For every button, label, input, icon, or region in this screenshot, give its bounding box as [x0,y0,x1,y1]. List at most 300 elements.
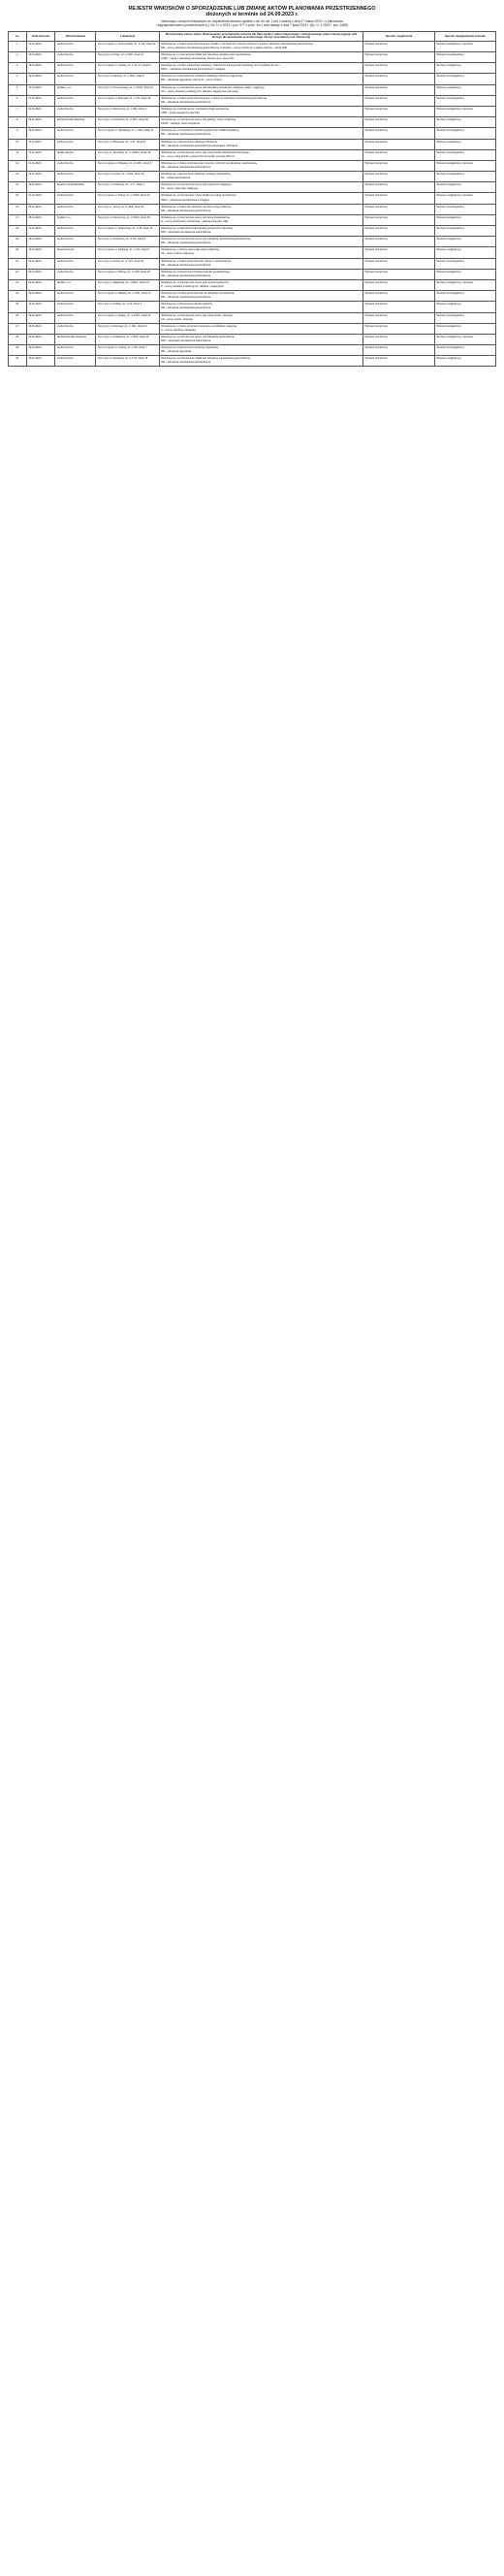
table-row [9,139,496,149]
description-line: Wnioskuje się o dopuszczenie zabudowy bliźniaczej. [161,140,218,144]
cell-date: 29.12.2023 r. [26,269,54,279]
table-row [9,323,496,334]
table-row [9,193,496,204]
description-line: MN – zabudowa mieszkaniowa jednorodzinna. [161,242,211,245]
cell-description [159,193,362,204]
table-row [9,128,496,139]
description-line: MN – zabudowa mieszkaniowa jednorodzinna. [161,263,211,267]
table-row [9,117,496,128]
cell-date: 14.11.2023 r. [26,139,54,149]
cell-description [159,258,362,269]
cell-how: Wniosek nieuwzględniony [434,204,495,214]
table-row [9,291,496,302]
table-row [9,269,496,279]
cell-lp: 30. [9,356,27,367]
cell-how: Wniosek uwzględniony [434,247,495,258]
cell-description [159,139,362,149]
cell-date: 21.11.2023 r. [26,160,54,171]
cell-how: Wniosek uwzględniony częściowo [434,193,495,204]
cell-result: Wniosek rozpatrzony [363,84,435,95]
cell-lp: 1. [9,41,27,51]
cell-date: 09.01.2024 r. [26,291,54,302]
cell-description [159,74,362,84]
cell-description [159,182,362,193]
column-header-applicant: Wnioskodawca [55,32,96,42]
description-line: MN – zabudowa mieszkaniowa jednorodzinna wolnostojąca i bliźniacza. [161,144,238,147]
table-row [9,41,496,51]
cell-how: Wniosek uwzględniony [434,302,495,312]
cell-location: Teren przy ul. Mostowej, dz. nr 44/1, obręb 10 [96,323,159,334]
cell-applicant: Spółdzielnia Mieszkaniowa [55,334,96,344]
column-header-how: Sposób uwzględnienia wniosku [434,32,495,42]
info-line: i zagospodarowaniu przestrzennym (t.j. Dz. U. z 2023 r. poz. 977 z późn. zm.) oraz ustawy z dnia 7 lipca 2023 r. (Dz. U. z 2023 r. poz. 1688) [156,23,348,27]
cell-description [159,345,362,356]
description-line: Wnioskuje się o podział terenu i wydzielenie drogi wewnętrznej. [161,107,230,111]
cell-how: Wniosek uwzględniony [434,237,495,247]
cell-result: Wniosek rozpatrzony [363,172,435,182]
description-line: Wnioskuje się o wprowadzenie możliwości lokalizacji zabudowy zagrodowej. [161,75,243,79]
info-line: Informacja o danych niezbędnych do rozpatrzenia wniosku zgodnie z art. 8c ust. 1 pkt 2 ustawy z dnia 27 marca 2003 r. o planowaniu [160,19,344,23]
cell-date: 24.11.2023 r. [26,172,54,182]
table-row [9,226,496,237]
cell-applicant: Parafia rzymskokatolicka [55,182,96,193]
cell-applicant: osoba fizyczna [55,291,96,302]
cell-how: Wniosek uwzględniony częściowo [434,106,495,116]
cell-location: Teren przy ul. Składowej, dz. nr 600/1, obręb 37 [96,279,159,290]
cell-result: Wniosek rozpatrzony [363,52,435,63]
cell-lp: 21. [9,258,27,269]
cell-result: Wniosek rozpatrzony [363,226,435,237]
cell-description [159,52,362,63]
cell-lp: 23. [9,279,27,290]
cell-date: 20.10.2023 r. [26,74,54,84]
cell-lp: 14. [9,182,27,193]
cell-applicant: osoba fizyczna [55,345,96,356]
cell-how: Wniosek nieuwzględniony [434,128,495,139]
cell-description [159,247,362,258]
cell-applicant: osoba fizyczna [55,302,96,312]
cell-description [159,291,362,302]
cell-how: Wniosek uwzględniony [434,182,495,193]
register-table [8,31,496,367]
description-line: MN – zabudowa mieszkaniowa jednorodzinna. [161,296,211,300]
cell-result: Wniosek rozpatrzony [363,204,435,214]
table-row [9,356,496,367]
description-line: Wnioskuje się o przeznaczenie terenu pod centrum logistyczne. [161,280,230,284]
cell-lp: 27. [9,323,27,334]
cell-applicant: osoba fizyczna [55,139,96,149]
cell-how: Wniosek nieuwzględniony [434,258,495,269]
cell-lp: 13. [9,172,27,182]
table-row [9,172,496,182]
cell-date: 15.12.2023 r. [26,237,54,247]
cell-result: Wniosek rozpatrzony [363,106,435,116]
cell-location: Teren w rejonie ul. Szczecińskiej, Dz. nr 1/3, obręb 22 [96,41,159,51]
table-row [9,334,496,344]
description-line: MW – zabudowa mieszkaniowa wielorodzinna. [161,231,211,235]
cell-applicant: Wspólnota Mieszkaniowa [55,117,96,128]
column-header-date: Data złożenia [26,32,54,42]
cell-applicant: osoba fizyczna [55,128,96,139]
description-line: Wnioskuje się o zmianę przeznaczenia z usług na mieszkaniową. [161,259,232,263]
description-line: UC – tereny usług handlu o powierzchni sprzedaży powyżej 2000 m². [161,154,236,158]
cell-description [159,279,362,290]
cell-location: Teren w rejonie ul. Parkowej, dz. nr 2/1, obręb 8 [96,247,159,258]
description-line: ML – zabudowa letniskowa. [161,177,191,180]
cell-location: Teren przy ul. Osiedlowej, dz. nr 90/6, obręb 26 [96,334,159,344]
cell-applicant: osoba fizyczna [55,269,96,279]
description-line: ZP – tereny zieleni urządzonej. [161,252,195,256]
cell-location: Teren przy ul. Kościelnej, dz. nr 77, obręb 1 [96,182,159,193]
cell-description [159,334,362,344]
cell-applicant: osoba fizyczna [55,204,96,214]
cell-result: Wniosek rozpatrzony [363,269,435,279]
cell-location: Teren przy ul. Kościuszki, dz. nr 55/3, obręb 40 [96,117,159,128]
cell-applicant: osoba fizyczna [55,74,96,84]
description-line: RM – zabudowa zagrodowa, obecnie R – tereny rolnicze. [161,79,223,82]
cell-date: 19.12.2023 r. [26,247,54,258]
cell-description [159,63,362,74]
cell-lp: 9. [9,128,27,139]
cell-how: Wniosek uwzględniony [434,323,495,334]
column-header-location: Lokalizacja [96,32,159,42]
cell-applicant: Spółka z o.o. [55,214,96,225]
cell-applicant: Spółka akcyjna [55,149,96,160]
cell-location: Teren w rejonie ul. Ogrodowej, dz. nr 19/2, obręb 11 [96,128,159,139]
cell-lp: 10. [9,139,27,149]
description-line: Wnioskuje się o zwiększenie dopuszczalnej powierzchni zabudowy. [161,227,234,230]
cell-description [159,214,362,225]
cell-lp: 7. [9,106,27,116]
table-row [9,182,496,193]
cell-result: Wniosek rozpatrzony [363,312,435,323]
cell-result: Wniosek rozpatrzony [363,302,435,312]
table-row [9,247,496,258]
cell-how: Wniosek uwzględniony [434,63,495,74]
description-line: Wnioskuje się o przeznaczenie terenu pod usługi kultu religijnego. [161,183,233,187]
cell-how: Wniosek uwzględniony częściowo [434,279,495,290]
cell-applicant: osoba fizyczna [55,323,96,334]
cell-description [159,117,362,128]
cell-date: 09.11.2023 r. [26,128,54,139]
cell-description [159,226,362,237]
cell-date: 13.10.2023 r. [26,41,54,51]
cell-applicant: osoba fizyczna [55,226,96,237]
cell-lp: 11. [9,149,27,160]
document-subtitle: złożonych w terminie od 24.09.2023 r. [205,12,299,17]
cell-lp: 4. [9,74,27,84]
cell-applicant: osoba fizyczna [55,52,96,63]
description-line: Wnioskuje się o przeznaczenie działki pod zabudowę usługową oraz mieszkaniową. [161,53,252,56]
table-row [9,74,496,84]
cell-how: Wniosek uwzględniony częściowo [434,160,495,171]
cell-how: Wniosek uwzględniony [434,139,495,149]
cell-lp: 15. [9,193,27,204]
cell-how: Wniosek uwzględniony [434,356,495,367]
cell-how: Wniosek uwzględniony [434,269,495,279]
cell-description [159,172,362,182]
cell-lp: 6. [9,95,27,106]
description-line: Wnioskuje się o przeznaczenie terenu pod zabudowę wielorodzinną. [161,335,235,338]
cell-date: 16.01.2024 r. [26,312,54,323]
description-line: Wnioskuje się o przeznaczenie terenu pod parking i zieleń urządzoną. [161,118,236,122]
cell-applicant: osoba fizyczna [55,106,96,116]
cell-description [159,128,362,139]
cell-result: Wniosek rozpatrzony [363,149,435,160]
cell-result: Wniosek rozpatrzony [363,41,435,51]
description-line: Wnioskuje się o przeznaczenie terenu pod usługi sportu i rekreacji. [161,313,234,317]
cell-lp: 16. [9,204,27,214]
description-line: Wnioskuje się o dopuszczenie dachów płaskich. [161,303,213,306]
cell-date: 16.10.2023 r. [26,52,54,63]
cell-location: Teren przy ul. Akacjowej, dz. nr 17/3, obręb 15 [96,356,159,367]
cell-location: Teren w rejonie ul. Lnianej, dz. nr 5/5, obręb 7 [96,345,159,356]
cell-location: Teren w rejonie ul. Długiej, dz. nr 150/7, obręb 21 [96,312,159,323]
cell-description [159,312,362,323]
cell-how: Wniosek uwzględniony [434,117,495,128]
description-line: Wnioskuje się o dopuszczenie zabudowy zagrodowej. [161,346,219,350]
description-line: Wnioskuje się o ochronę terenu jako zieleni publicznej. [161,248,220,252]
cell-location: Teren przy ul. Słonecznej, dz. nr 301, obręb 2 [96,106,159,116]
cell-lp: 19. [9,237,27,247]
cell-result: Wniosek rozpatrzony [363,117,435,128]
cell-date: 19.01.2024 r. [26,323,54,334]
column-header-result: Sposób rozpatrzenia [363,32,435,42]
description-line: Wnioskuje się o zmianę linii zabudowy od strony drogi publicznej. [161,205,232,209]
cell-location: Teren przy ul. Granicznej, dz. nr 6/3, obręb 4 [96,237,159,247]
cell-location: Teren w rejonie ul. Spacerowej, dz. nr 48, obręb 12 [96,226,159,237]
cell-date: 27.10.2023 r. [26,95,54,106]
table-row [9,237,496,247]
cell-how: Wniosek nieuwzględniony [434,345,495,356]
cell-lp: 8. [9,117,27,128]
cell-result: Wniosek rozpatrzony [363,139,435,149]
cell-how: Wniosek nieuwzględniony [434,226,495,237]
cell-location: Teren w rejonie ul. Polnej, dz. nr 200/5, obręb 14 [96,193,159,204]
cell-date: 04.01.2024 r. [26,279,54,290]
cell-location: Teren przy ul. Przemysłowej, dz. nr 210/4, obręb 31 [96,84,159,95]
description-line: KS/ZP – parkingi i zieleń urządzona. [161,122,201,126]
cell-result: Wniosek rozpatrzony [363,63,435,74]
table-row [9,160,496,171]
description-line: Wnioskuje się o zmianę przeznaczenia na zabudowę mieszkaniową. [161,292,235,296]
description-line: MN/U – zabudowa mieszkaniowa z usługami. [161,198,210,202]
description-line: MN – zabudowa mieszkaniowa jednorodzinna. [161,361,211,365]
cell-location: Teren przy ul. Polnej, dz. nr 45/2, obręb 14 [96,52,159,63]
cell-applicant: Spółka z o.o. [55,279,96,290]
cell-location: Teren w rejonie ul. Wiejskiej, dz. nr 140/1, obręb 6 [96,160,159,171]
cell-location: Teren przy ul. Fabrycznej, dz. nr 510/2, obręb 35 [96,214,159,225]
description-line: Wnioskuje się o zmniejszenie minimalnej powierzchni działki budowlanej. [161,129,240,133]
description-line: Wnioskuje się o dopuszczenie zabudowy rekreacji indywidualnej. [161,173,232,177]
table-row [9,106,496,116]
cell-result: Wniosek rozpatrzony [363,193,435,204]
table-header-row [9,32,496,42]
cell-date: 02.11.2023 r. [26,106,54,116]
cell-description [159,84,362,95]
cell-lp: 18. [9,226,27,237]
description-line: Wnioskuje się o przeznaczenie działki pod zabudowę mieszkaniową jednorodzinną. [161,357,251,361]
cell-description [159,95,362,106]
cell-description [159,204,362,214]
cell-location: Teren przy ul. Krótkiej, dz. nr 81, obręb 3 [96,302,159,312]
cell-result: Wniosek rozpatrzony [363,182,435,193]
cell-applicant: Stowarzyszenie [55,247,96,258]
description-line: Wnioskuje się o przeznaczenie części działki pod usługi rzemieślnicze. [161,194,237,198]
description-line: U – tereny zabudowy usługowej. [161,328,197,332]
cell-date: 08.12.2023 r. [26,214,54,225]
cell-result: Wniosek rozpatrzony [363,214,435,225]
cell-result: Wniosek rozpatrzony [363,247,435,258]
cell-lp: 17. [9,214,27,225]
cell-description [159,41,362,51]
description-line: UK – tereny usług kultu religijnego. [161,187,199,191]
cell-lp: 22. [9,269,27,279]
cell-date: 05.12.2023 r. [26,204,54,214]
cell-how: Wniosek nieuwzględniony [434,312,495,323]
cell-result: Wniosek rozpatrzony [363,160,435,171]
cell-how: Wniosek nieuwzględniony [434,95,495,106]
cell-how: Wniosek nieuwzględniony [434,172,495,182]
description-line: Wnioskuje się o zmianę parametrów zabudowy: zwiększenie intensywności zabudowy oraz wysokości do 12 m. [161,64,281,68]
cell-description [159,356,362,367]
cell-location: Teren w rejonie ul. Różanej, dz. nr 25/2, obręb 13 [96,291,159,302]
cell-location: Teren przy ul. Leśnej, dz. nr 9/14, obręb 19 [96,172,159,182]
cell-result: Wniosek rozpatrzony [363,356,435,367]
cell-description [159,302,362,312]
cell-applicant: osoba fizyczna [55,41,96,51]
column-header-description: Wnioskowany zakres zmian: Wnioskowane przeznaczenie terenów lub Plan ogólny / planu miejscowego / zintegrowanego planu inwestycyjnego (dla którego akt planowania przestrzennego ma być sporządzony lub zmieniony) [159,32,362,42]
table-row [9,149,496,160]
cell-applicant: osoba fizyczna [55,237,96,247]
cell-location: Teren w rejonie ul. Lipowej, dz. nr 12, 13, obręb 5 [96,63,159,74]
cell-result: Wniosek rozpatrzony [363,279,435,290]
cell-location: Teren przy ul. Jasnej, dz. nr 33/8, obręb 22 [96,204,159,214]
description-line: MN – zabudowa mieszkaniowa jednorodzinna. [161,100,211,104]
description-line: MN – zabudowa mieszkaniowa jednorodzinna. [161,306,211,310]
cell-how: Wniosek uwzględniony częściowo [434,334,495,344]
cell-location: Teren przy ul. Toruńskiej, dz. nr 400/12, obręb 33 [96,149,159,160]
cell-applicant: osoba fizyczna [55,160,96,171]
table-row [9,345,496,356]
cell-applicant: osoba fizyczna [55,63,96,74]
cell-description [159,269,362,279]
description-line: MN – tereny zabudowy mieszkaniowej jednorodzinnej, w Studium – tereny rolnicze R, w planie ogólnym – strefa SZM. [161,46,288,49]
description-line: Wnioskuje się o zmianę przeznaczenia terenu z zieleni na zabudowę mieszkaniową jednorodzinną. [161,96,268,100]
description-line: MN – zabudowa mieszkaniowa jednorodzinna. [161,209,211,212]
description-line: Wnioskuje się o dopuszczenie budowy budynku gospodarczego. [161,270,231,274]
cell-lp: 3. [9,63,27,74]
cell-result: Wniosek rozpatrzony [363,74,435,84]
cell-description [159,149,362,160]
cell-date: 28.11.2023 r. [26,182,54,193]
cell-lp: 2. [9,52,27,63]
description-line: RM – zabudowa zagrodowa. [161,350,192,354]
cell-applicant: osoba fizyczna [55,356,96,367]
cell-lp: 24. [9,291,27,302]
description-line: MN/U – zabudowa mieszkaniowa jednorodzinna z usługami. [161,68,226,72]
description-line: MN – zabudowa mieszkaniowa jednorodzinna. [161,165,211,169]
cell-location: Teren w rejonie ul. Wodnej, dz. nr 13/9, obręb 29 [96,269,159,279]
cell-date: 06.11.2023 r. [26,117,54,128]
table-row [9,279,496,290]
cell-applicant: Spółka z o.o. [55,84,96,95]
description-line: U/MN – usługi z zabudową mieszkaniową, obecnie teren zieleni ZN. [161,57,235,61]
cell-date: 24.10.2023 r. [26,84,54,95]
cell-date: 18.10.2023 r. [26,63,54,74]
table-row [9,214,496,225]
document-header [8,6,496,27]
cell-how: Wniosek nieuwzględniony [434,52,495,63]
cell-how: Wniosek nieuwzględniony [434,74,495,84]
cell-applicant: osoba fizyczna [55,193,96,204]
cell-applicant: osoba fizyczna [55,172,96,182]
cell-date: 12.01.2024 r. [26,302,54,312]
table-row [9,63,496,74]
cell-result: Wniosek rozpatrzony [363,291,435,302]
description-line: Wnioskuje się o zmianę przeznaczenia z terenów rolniczych na zabudowę mieszkaniową. [161,161,258,165]
cell-date: 17.11.2023 r. [26,149,54,160]
cell-how: Wniosek nieuwzględniony [434,291,495,302]
description-line: MN – zabudowa mieszkaniowa jednorodzinna. [161,133,211,137]
cell-applicant: osoba fizyczna [55,95,96,106]
cell-how: Wniosek nieuwzględniony [434,149,495,160]
description-line: MW – zabudowa mieszkaniowa wielorodzinna. [161,338,211,342]
cell-lp: 29. [9,345,27,356]
cell-how: Wniosek uwzględniony [434,214,495,225]
cell-lp: 28. [9,334,27,344]
description-line: Wnioskuje się o przeznaczenie terenu pod zabudowę mieszkaniową jednorodzinną. [161,238,251,242]
cell-result: Wniosek rozpatrzony [363,128,435,139]
description-line: MN – zabudowa mieszkaniowa jednorodzinna. [161,274,211,277]
description-line: Wnioskuje się o przeznaczenie terenu pod farmę fotowoltaiczną. [161,215,231,219]
cell-result: Wniosek rozpatrzony [363,237,435,247]
cell-date: 26.01.2024 r. [26,345,54,356]
table-row [9,84,496,95]
cell-location: Teren przy ul. Łąkowej, dz. nr 88/1, obręb 9 [96,74,159,84]
cell-date: 01.12.2023 r. [26,193,54,204]
cell-description [159,160,362,171]
cell-description [159,106,362,116]
description-line: Wnioskuje się o przeznaczenie terenu pod usługi handlu wielkopowierzchniowego. [161,150,250,154]
cell-location: Teren przy ul. Brzozowej, dz. nr 64, obręb 27 [96,139,159,149]
cell-result: Wniosek rozpatrzony [363,345,435,356]
cell-result: Wniosek rozpatrzony [363,258,435,269]
table-row [9,52,496,63]
cell-lp: 25. [9,302,27,312]
cell-description [159,237,362,247]
column-header-lp: Lp. [9,32,27,42]
table-row [9,95,496,106]
cell-date: 30.01.2024 r. [26,356,54,367]
cell-location: Teren przy ul. Cichej, dz. nr 71/4, obręb 16 [96,258,159,269]
description-line: KDW – droga wewnętrzna oraz MN. [161,112,201,115]
cell-result: Wniosek rozpatrzony [363,95,435,106]
description-line: US – tereny sportu i rekreacji. [161,317,194,321]
description-line: Wnioskuje się o zmianę przeznaczenia terenu działki nr 1/3 obręb 22 z terenów rolniczych na tereny zabudowy mieszkaniowej jednorodzinnej. [161,42,314,46]
cell-date: 22.12.2023 r. [26,258,54,269]
table-body [9,41,496,367]
cell-how: Wniosek uwzględniony częściowo [434,41,495,51]
document-title: REJESTR WNIOSKÓW O SPORZĄDZENIE LUB ZMIANĘ AKTÓW PLANOWANIA PRZESTRZENNEGO [128,6,376,12]
description-line: Wnioskuje się o zmianę przeznaczenia terenu na zabudowę usługową. [161,324,237,328]
cell-applicant: osoba fizyczna [55,258,96,269]
cell-lp: 5. [9,84,27,95]
cell-result: Wniosek rozpatrzony [363,323,435,334]
cell-applicant: osoba fizyczna [55,312,96,323]
cell-description [159,323,362,334]
description-line: P – tereny obiektów produkcyjnych, składów i magazynów. [161,285,225,289]
